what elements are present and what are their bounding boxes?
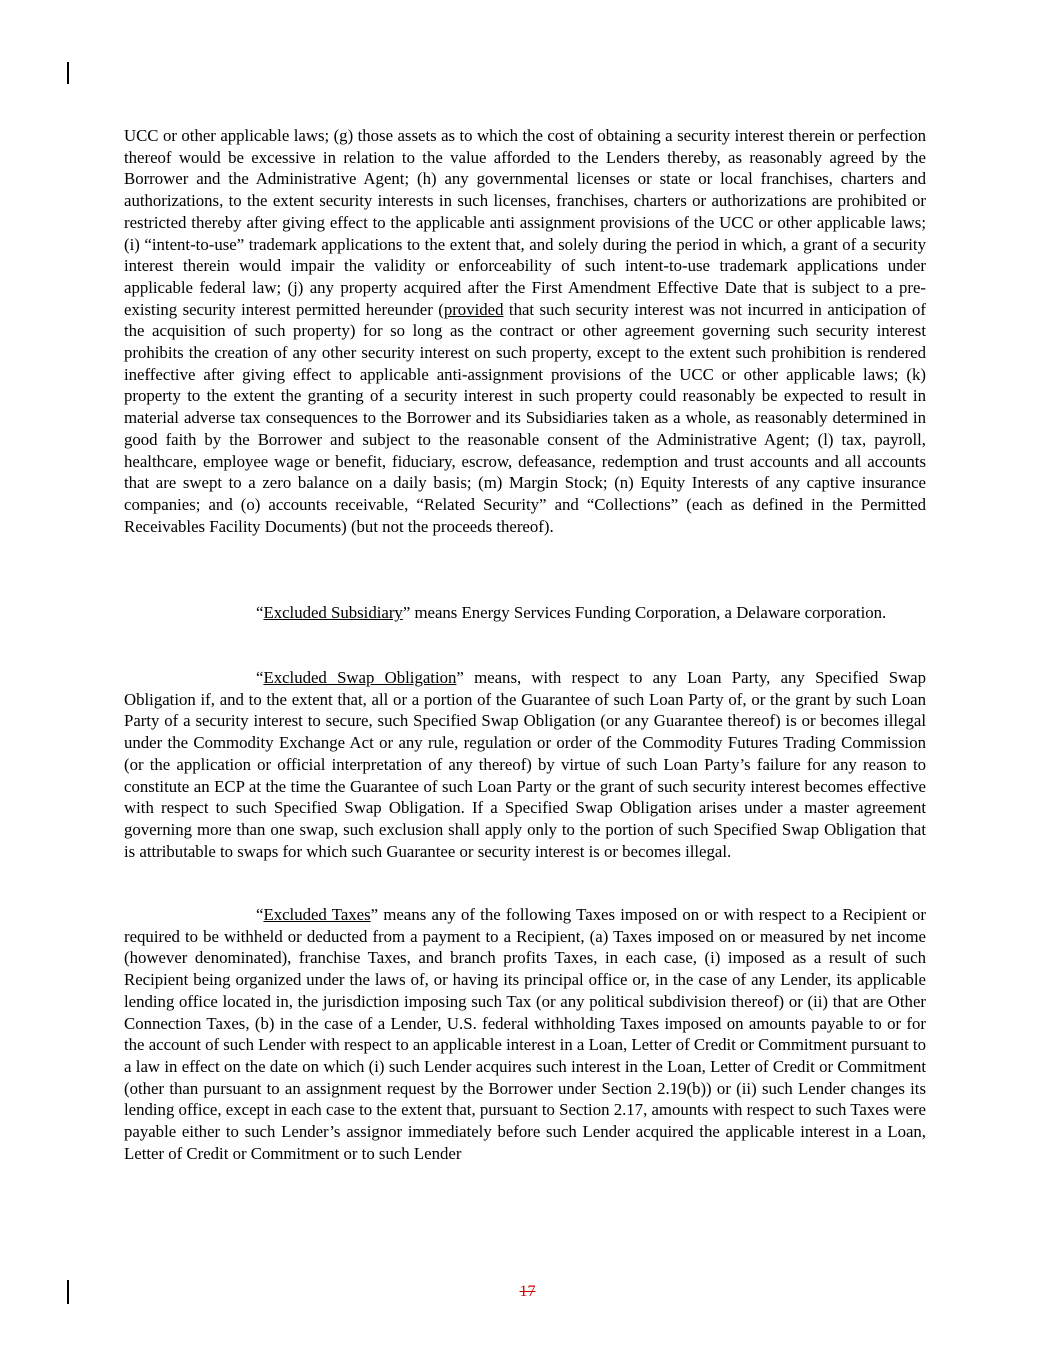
definition-excluded-swap-obligation: “Excluded Swap Obligation” means, with respect to any Loan Party, any Specified Swap Obligation if, and to the extent that, all or a portion of the Guarantee of such Loan Party of, or the grant by such Loan Party of a security interest to secure, such Specified Swap Obligation (or any Guarantee thereof) is or becomes illegal under the Commodity Exchange Act or any rule, regulation or order of the Commodity Futures Trading Commission (or the application or official interpretation of any thereof) by virtue of such Loan Party’s failure for any reason to constitute an ECP at the time the Guarantee of such Loan Party or the grant of such security interest becomes effective with respect to such Specified Swap Obligation. If a Specified Swap Obligation arises under a master agreement governing more than one swap, such exclusion shall apply only to the portion of such Specified Swap Obligation that is attributable to swaps for which such Guarantee or security interest is or becomes illegal. bbox=[124, 668, 926, 861]
provided-term: provided bbox=[443, 299, 504, 319]
revision-bar-top bbox=[67, 62, 69, 84]
paragraph-exclusions-continued: UCC or other applicable laws; (g) those assets as to which the cost of obtaining a security interest therein or perfection thereof would be excessive in relation to the value afforded to the Lenders thereby, as reasonably agreed by the Borrower and the Administrative Agent; (h) any governmental licenses or state or local franchises, charters and authorizations, to the extent security interests in such licenses, franchises, charters or authorizations are prohibited or restricted thereby after giving effect to the applicable anti assignment provisions of the UCC or other applicable laws; (i) “intent-to-use” trademark applications to the extent that, and solely during the period in which, a grant of a security interest therein would impair the validity or enforceability of such intent-to-use trademark applications under applicable federal law; (j) any property acquired after the First Amendment Effective Date that is subject to a pre-existing security interest permitted hereunder (provided that such security interest was not incurred in anticipation of the acquisition of such property) for so long as the contract or other agreement governing such security interest prohibits the creation of any other security interest on such property, except to the extent such prohibition is rendered ineffective after giving effect to applicable anti-assignment provisions of the UCC or other applicable laws; (k) property to the extent the granting of a security interest in such property could reasonably be expected to result in material adverse tax consequences to the Borrower and its Subsidiaries taken as a whole, as reasonably determined in good faith by the Borrower and subject to the reasonable consent of the Administrative Agent; (l) tax, payroll, healthcare, employee wage or benefit, fiduciary, escrow, defeasance, redemption and trust accounts and all accounts that are swept to a zero balance on a daily basis; (m) Margin Stock; (n) Equity Interests of any captive insurance companies; and (o) accounts receivable, “Related Security” and “Collections” (each as defined in the Permitted Receivables Facility Documents) (but not the proceeds thereof). bbox=[124, 126, 927, 536]
defined-term: Excluded Subsidiary bbox=[263, 603, 403, 622]
definition-excluded-subsidiary: “Excluded Subsidiary” means Energy Services Funding Corporation, a Delaware corporation. bbox=[256, 603, 887, 622]
page-number: 17 bbox=[519, 1283, 536, 1300]
defined-term: Excluded Taxes bbox=[263, 905, 371, 924]
definition-excluded-taxes: “Excluded Taxes” means any of the following Taxes imposed on or with respect to a Recipient or required to be withheld or deducted from a payment to a Recipient, (a) Taxes imposed on or measured by net income (however denominated), franchise Taxes, and branch profits Taxes, in each case, (i) imposed as a result of such Recipient being organized under the laws of, or having its principal office or, in the case of any Lender, its applicable lending office located in, the jurisdiction imposing such Tax (or any political subdivision thereof) or (ii) that are Other Connection Taxes, (b) in the case of a Lender, U.S. federal withholding Taxes imposed on amounts payable to or for the account of such Lender with respect to an applicable interest in a Loan, Letter of Credit or Commitment pursuant to a law in effect on the date on which (i) such Lender acquires such interest in the Loan, Letter of Credit or Commitment (other than pursuant to an assignment request by the Borrower under Section 2.19(b)) or (ii) such Lender changes its lending office, except in each case to the extent that, pursuant to Section 2.17, amounts with respect to such Taxes were payable either to such Lender’s assignor immediately before such Lender acquired the applicable interest in a Loan, Letter of Credit or Commitment or to such Lender bbox=[124, 905, 926, 1163]
defined-term: Excluded Swap Obligation bbox=[263, 668, 457, 687]
